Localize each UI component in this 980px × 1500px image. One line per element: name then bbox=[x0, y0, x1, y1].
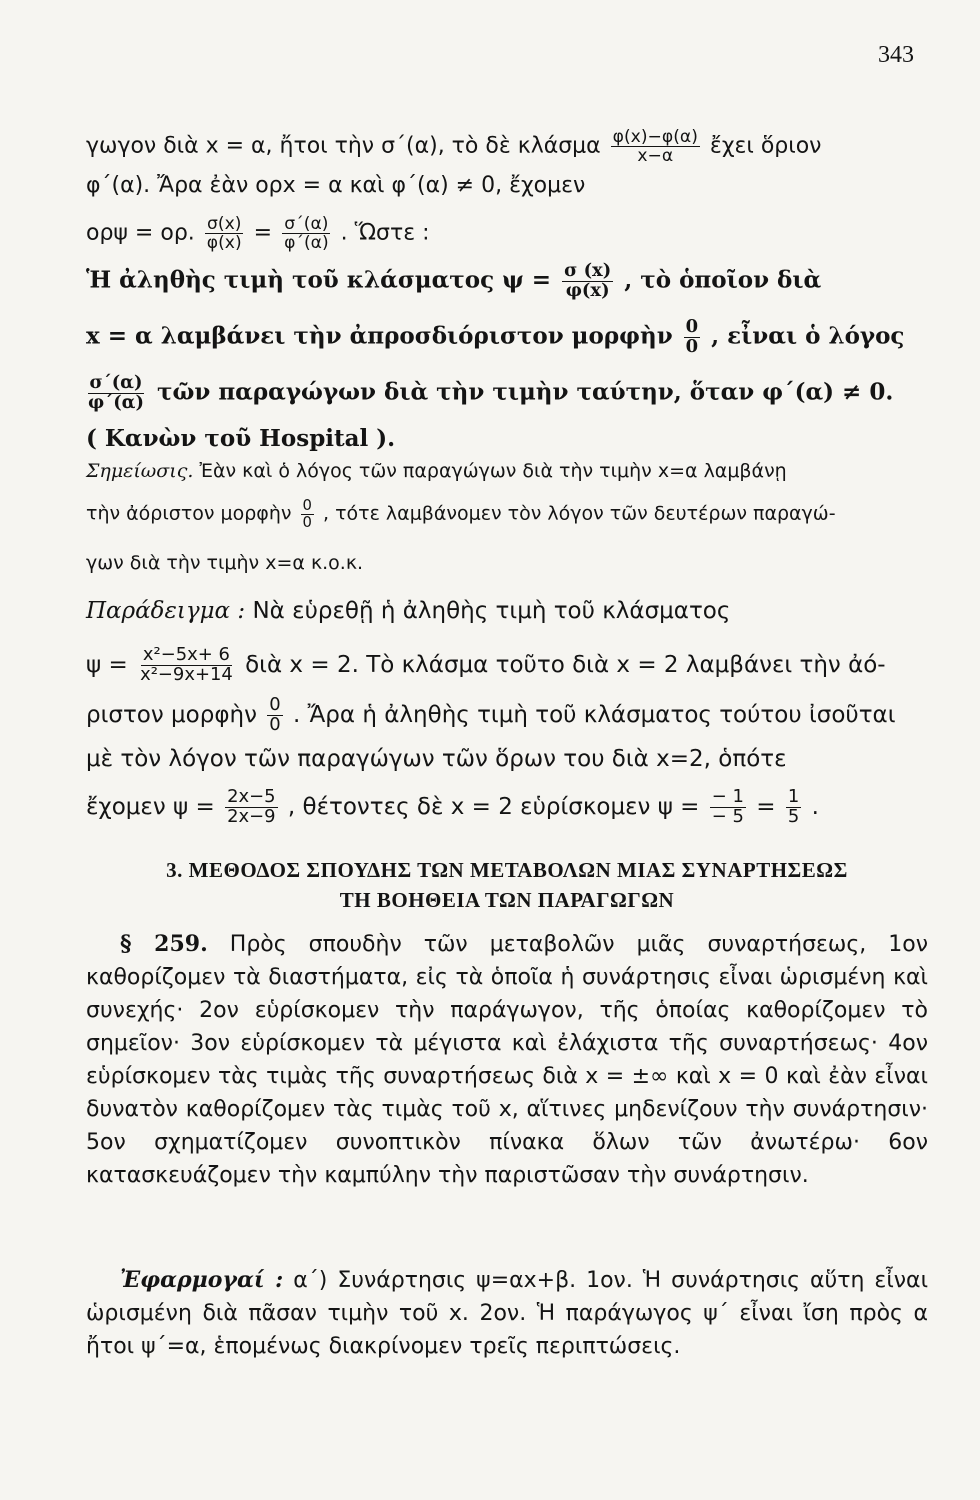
numerator: − 1 bbox=[711, 786, 744, 807]
fraction bbox=[205, 215, 244, 252]
applications-label: Ἐφαρμογαί : bbox=[120, 1267, 284, 1293]
example-line-2 bbox=[86, 646, 928, 685]
line-text: , τὸ ὁποῖον διὰ bbox=[624, 266, 822, 294]
example-label: Παράδειγμα : bbox=[86, 598, 246, 624]
line-text: x = α λαμβάνει τὴν ἀπροσδιόριστον μορφὴν bbox=[86, 322, 673, 350]
denominator: x−α bbox=[637, 146, 674, 167]
page-number: 343 bbox=[878, 42, 914, 68]
line-text: Νὰ εὑρεθῇ ἡ ἀληθὴς τιμὴ τοῦ κλάσματος bbox=[252, 598, 731, 624]
theorem-line-3 bbox=[86, 374, 928, 413]
section-heading-line-1: 3. ΜΕΘΟΔΟΣ ΣΠΟΥΔΗΣ ΤΩΝ ΜΕΤΑΒΟΛΩΝ ΜΙΑΣ ΣΥΝΑΡΤΗΣΕΩΣ bbox=[166, 858, 848, 882]
line-text: τὴν ἀόριστον μορφὴν bbox=[86, 502, 292, 525]
numerator: 0 bbox=[302, 497, 312, 514]
note-line-1 bbox=[86, 456, 928, 486]
fraction bbox=[611, 128, 700, 165]
line-text: διὰ x = 2. Τὸ κλάσμα τοῦτο διὰ x = 2 λαμβάνει τὴν ἀό- bbox=[245, 651, 886, 678]
example-line-1 bbox=[86, 596, 928, 626]
numerator: σ(x) bbox=[207, 214, 242, 234]
denominator: φ΄(α) bbox=[284, 233, 329, 254]
line-text: . bbox=[811, 793, 819, 820]
theorem-line-1 bbox=[86, 262, 928, 301]
section-259-paragraph bbox=[86, 928, 928, 1192]
text-line-2: φ΄(α). Ἄρα ἐὰν ορx = α καὶ φ΄(α) ≠ 0, ἔχομεν bbox=[86, 173, 586, 198]
denominator: 0 bbox=[269, 713, 281, 735]
theorem-line-2 bbox=[86, 318, 928, 357]
line-text: Ἡ ἀληθὴς τιμὴ τοῦ κλάσματος ψ = bbox=[86, 266, 552, 294]
equals-sign: = bbox=[756, 793, 776, 820]
fraction bbox=[225, 788, 277, 827]
fraction bbox=[86, 374, 146, 413]
fraction bbox=[710, 788, 746, 827]
section-number: § 259. bbox=[120, 931, 208, 957]
line-text: , θέτοντες δὲ x = 2 εὑρίσκομεν ψ = bbox=[287, 793, 700, 820]
denominator: 2x−9 bbox=[227, 805, 276, 827]
fraction bbox=[282, 215, 331, 252]
numerator: φ(x)−φ(α) bbox=[612, 127, 698, 147]
line-text: ἔχομεν ψ = bbox=[86, 793, 215, 820]
line-text: τῶν παραγώγων διὰ τὴν τιμὴν ταύτην, ὅταν φ΄(α) ≠ 0. bbox=[157, 378, 894, 406]
denominator: − 5 bbox=[711, 805, 744, 827]
numerator: σ΄(α) bbox=[284, 214, 329, 234]
example-line-5 bbox=[86, 788, 928, 827]
denominator: φ΄(α) bbox=[88, 391, 144, 413]
note-label: Σημείωσις. bbox=[86, 460, 194, 482]
note-line-2 bbox=[86, 498, 928, 530]
paragraph-text: α΄) Συνάρτησις ψ=αx+β. 1ον. Ἡ συνάρτησις αὕτη εἶναι ὡρισμένη διὰ πᾶσαν τιμὴν τοῦ x. 2ον. Ἡ παράγωγος ψ΄ εἶναι ἴση πρὸς α ἤτοι ψ΄=α, ἑπομένως διακρίνομεν τρεῖς περιπτώσεις. bbox=[86, 1268, 929, 1359]
numerator: 0 bbox=[269, 694, 281, 715]
text-line-1 bbox=[86, 128, 928, 165]
numerator: 1 bbox=[787, 786, 800, 807]
example-line-3 bbox=[86, 696, 928, 735]
equals-sign: = bbox=[253, 220, 273, 246]
applications-paragraph bbox=[86, 1264, 928, 1363]
text-line-3 bbox=[86, 215, 928, 252]
line-text: . Ὥστε : bbox=[340, 220, 430, 246]
line-text: . Ἄρα ἡ ἀληθὴς τιμὴ τοῦ κλάσματος τούτου ἰσοῦται bbox=[293, 701, 896, 728]
note-line-3: γων διὰ τὴν τιμὴν x=α κ.ο.κ. bbox=[86, 552, 364, 574]
denominator: x²−9x+14 bbox=[140, 663, 233, 685]
fraction bbox=[301, 498, 314, 530]
fraction bbox=[562, 262, 613, 301]
numerator: σ΄(α) bbox=[89, 372, 143, 393]
line-text: , τότε λαμβάνομεν τὸν λόγον τῶν δευτέρων παραγώ- bbox=[323, 502, 836, 525]
numerator: 2x−5 bbox=[227, 786, 276, 807]
denominator: 5 bbox=[787, 805, 800, 827]
line-text: γωγον διὰ x = α, ἤτοι τὴν σ΄(α), τὸ δὲ κλάσμα bbox=[86, 133, 601, 159]
denominator: φ(x) bbox=[565, 279, 610, 301]
theorem-line-4: ( Κανὼν τοῦ Hospital ). bbox=[86, 425, 396, 452]
denominator: φ(x) bbox=[206, 233, 242, 254]
fraction bbox=[786, 788, 801, 827]
numerator: x²−5x+ 6 bbox=[142, 644, 230, 665]
paragraph-text: Πρὸς σπουδὴν τῶν μεταβολῶν μιᾶς συναρτήσεως, 1ον καθορίζομεν τὰ διαστήματα, εἰς τὰ ὁποῖα ἡ συνάρτησις εἶναι ὡρισμένη καὶ συνεχής· 2ον εὑρίσκομεν τὴν παράγωγον, τῆς ὁποίας καθορίζομεν τὸ σημεῖον· 3ον εὑρίσκομεν τὰ μέγιστα καὶ ἐλάχιστα τῆς συναρτήσεως· 4ον εὑρίσκομεν τὰς τιμὰς τῆς συναρτήσεως διὰ x = ±∞ καὶ x = 0 καὶ ἐὰν εἶναι δυνατὸν καθορίζομεν τὰς τιμὰς τοῦ x, αἵτινες μηδενίζουν τὴν συνάρτησιν· 5ον σχηματίζομεν συνοπτικὸν πίνακα ὅλων τῶν ἀνωτέρω· 6ον κατασκευάζομεν τὴν καμπύλην τὴν παριστῶσαν τὴν συνάρτησιν. bbox=[86, 932, 928, 1188]
line-text: ορψ = ορ. bbox=[86, 220, 195, 246]
line-text: ριστον μορφὴν bbox=[86, 701, 257, 728]
numerator: σ (x) bbox=[564, 260, 612, 281]
line-text: ψ = bbox=[86, 651, 128, 678]
fraction bbox=[267, 696, 282, 735]
numerator: 0 bbox=[685, 316, 699, 337]
line-text: , εἶναι ὁ λόγος bbox=[711, 322, 905, 350]
line-text: ἔχει ὅριον bbox=[709, 133, 822, 159]
example-line-4: μὲ τὸν λόγον τῶν παραγώγων τῶν ὅρων του διὰ x=2, ὁπότε bbox=[86, 746, 787, 772]
fraction bbox=[684, 318, 700, 357]
denominator: 0 bbox=[302, 513, 312, 531]
fraction bbox=[138, 646, 235, 685]
section-heading-line-2: ΤΗ ΒΟΗΘΕΙΑ ΤΩΝ ΠΑΡΑΓΩΓΩΝ bbox=[339, 888, 675, 912]
line-text: Ἐὰν καὶ ὁ λόγος τῶν παραγώγων διὰ τὴν τιμὴν x=α λαμβάνῃ bbox=[199, 460, 787, 482]
denominator: 0 bbox=[685, 335, 699, 357]
